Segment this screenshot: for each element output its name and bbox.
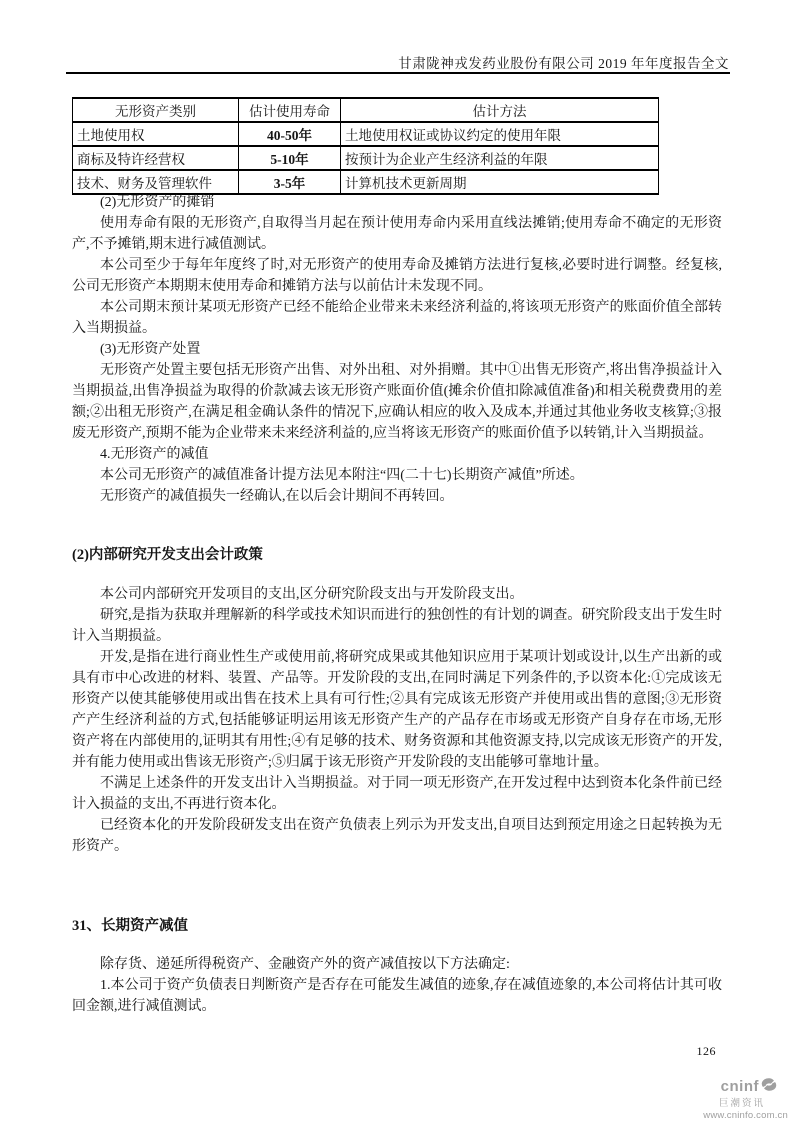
rd-policy-text: [72, 584, 722, 857]
cell-category: 技术、财务及管理软件: [73, 170, 239, 194]
paragraph: 开发,是指在进行商业性生产或使用前,将研究成果或其他知识应用于某项计划或设计,以生产出新的或具有市中心改进的材料、装置、产品等。开发阶段的支出,在同时满足下列条件的,予以资本化:①完成该无形资产以使其能够使用或出售在技术上具有可行性;②具有完成该无形资产并使用或出售的意图;③无形资产产生经济利益的方式,包括能够证明运用该无形资产生产的产品存在市场或无形资产自身存在市场,无形资产将在内部使用的,证明其有用性;④有足够的技术、财务资源和其他资源支持,以完成该无形资产的开发,并有能力使用或出售该无形资产;⑤归属于该无形资产开发阶段的支出能够可靠地计量。: [72, 650, 722, 770]
cell-useful-life: 5-10年: [239, 146, 341, 170]
paragraph: (2)无形资产的摊销: [100, 195, 215, 210]
section-heading-long-term-impairment: 31、长期资产减值: [72, 918, 188, 934]
paragraph: 无形资产处置主要包括无形资产出售、对外出租、对外捐赠。其中①出售无形资产,将出售净损益计入当期损益,出售净损益为取得的价款减去该无形资产账面价值(摊余价值扣除减值准备)和相关税费费用的差额;②出租无形资产,在满足租金确认条件的情况下,应确认相应的收入及成本,并通过其他业务收支核算;③报废无形资产,预期不能为企业带来未来经济利益的,应当将该无形资产的账面价值予以转销,计入当期损益。: [72, 363, 722, 441]
col-header-useful-life: 估计使用寿命: [239, 98, 341, 122]
section-heading-rd-policy: (2)内部研究开发支出会计政策: [72, 547, 263, 563]
logo-url-text: www.cninfo.com.cn: [703, 1110, 788, 1122]
table-row: [73, 170, 659, 194]
swirl-icon: [760, 1076, 778, 1098]
col-header-method: 估计方法: [341, 98, 659, 122]
intangible-assets-table: [72, 97, 659, 195]
paragraph: 研究,是指为获取并理解新的科学或技术知识而进行的独创性的有计划的调查。研究阶段支出于发生时计入当期损益。: [72, 608, 722, 644]
paragraph: 使用寿命有限的无形资产,自取得当月起在预计使用寿命内采用直线法摊销;使用寿命不确定的无形资产,不予摊销,期末进行减值测试。: [72, 216, 722, 252]
table-header-row: [73, 98, 659, 122]
paragraph: 1.本公司于资产负债表日判断资产是否存在可能发生减值的迹象,存在减值迹象的,本公司将估计其可收回金额,进行减值测试。: [72, 978, 722, 1014]
cell-method: 土地使用权证或协议约定的使用年限: [341, 122, 659, 146]
report-header-title: 甘肃陇神戎发药业股份有限公司 2019 年年度报告全文: [398, 56, 729, 71]
cell-category: 土地使用权: [73, 122, 239, 146]
logo-caption: 巨潮资讯: [718, 1097, 765, 1109]
paragraph: 已经资本化的开发阶段研发支出在资产负债表上列示为开发支出,自项目达到预定用途之日起转换为无形资产。: [72, 818, 722, 854]
paragraph: (3)无形资产处置: [100, 342, 201, 357]
long-term-impairment-text: [72, 954, 722, 1017]
cell-method: 按预计为企业产生经济利益的年限: [341, 146, 659, 170]
cninfo-logo: [679, 1076, 789, 1121]
cell-method: 计算机技术更新周期: [341, 170, 659, 194]
logo-wordmark: cninf: [720, 1077, 759, 1095]
table-row: [73, 146, 659, 170]
paragraph: 无形资产的减值损失一经确认,在以后会计期间不再转回。: [100, 489, 454, 504]
paragraph: 本公司无形资产的减值准备计提方法见本附注“四(二十七)长期资产减值”所述。: [100, 468, 584, 483]
header-divider: [66, 72, 730, 74]
table-row: [73, 122, 659, 146]
paragraph: 不满足上述条件的开发支出计入当期损益。对于同一项无形资产,在开发过程中达到资本化条件前已经计入损益的支出,不再进行资本化。: [72, 776, 722, 812]
cell-useful-life: 3-5年: [239, 170, 341, 194]
paragraph: 本公司至少于每年年度终了时,对无形资产的使用寿命及摊销方法进行复核,必要时进行调整。经复核,公司无形资产本期期末使用寿命和摊销方法与以前估计未发现不同。: [72, 258, 722, 294]
paragraph: 本公司期末预计某项无形资产已经不能给企业带来未来经济利益的,将该项无形资产的账面价值全部转入当期损益。: [72, 300, 722, 336]
paragraph: 4.无形资产的减值: [100, 447, 209, 462]
paragraph: 本公司内部研究开发项目的支出,区分研究阶段支出与开发阶段支出。: [100, 587, 524, 602]
col-header-category: 无形资产类别: [73, 98, 239, 122]
cell-useful-life: 40-50年: [239, 122, 341, 146]
logo-wordmark-row: [679, 1076, 778, 1098]
cell-category: 商标及特许经营权: [73, 146, 239, 170]
paragraph: 除存货、递延所得税资产、金融资产外的资产减值按以下方法确定:: [100, 957, 510, 972]
page-number: 126: [696, 1044, 716, 1058]
amortization-disposal-impairment-text: [72, 192, 722, 507]
